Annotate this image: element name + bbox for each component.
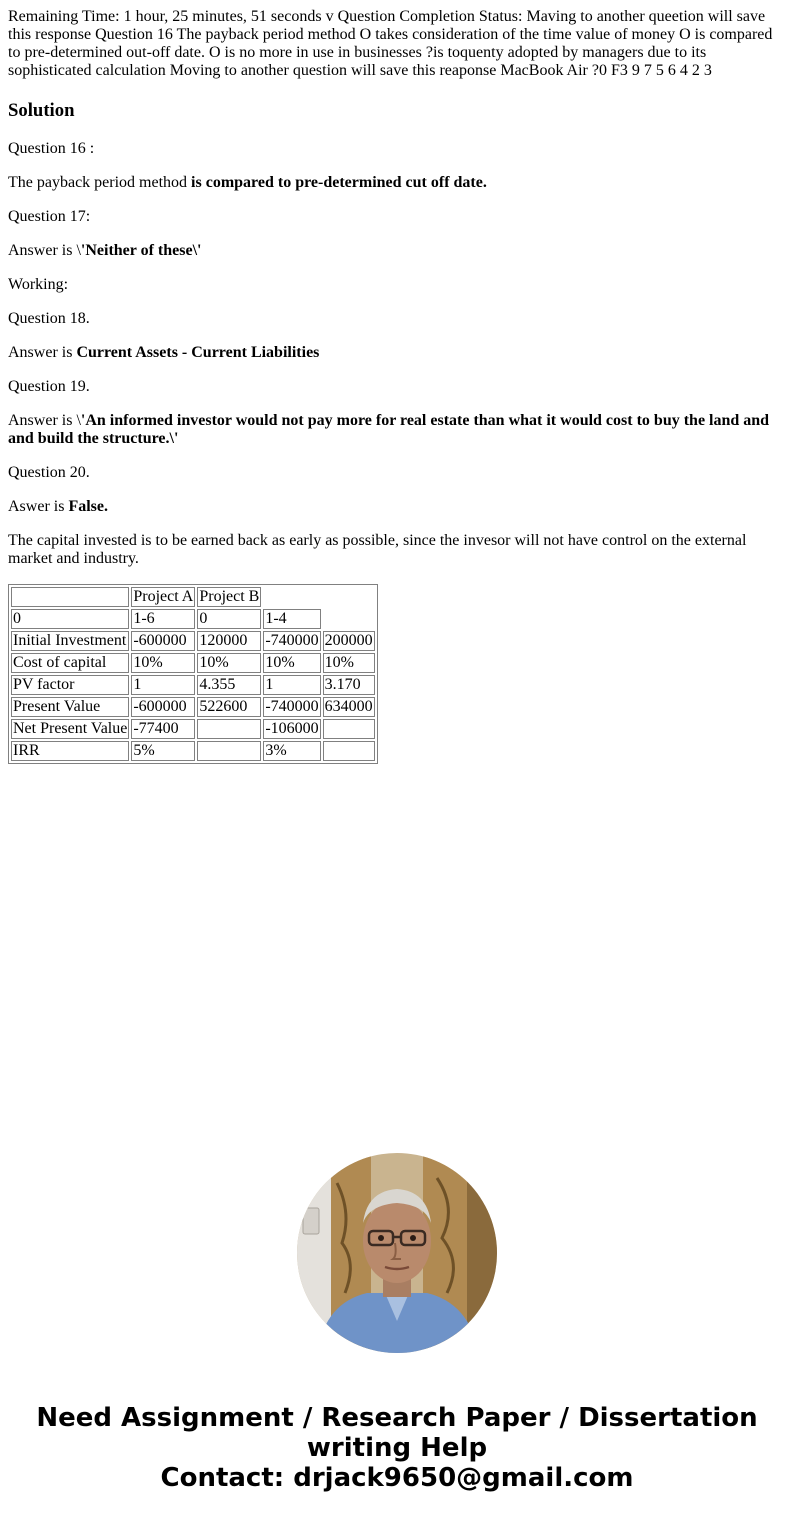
answer-highlight: False. bbox=[68, 498, 108, 515]
question-19-answer bbox=[8, 412, 783, 448]
question-20-label: Question 20. bbox=[8, 464, 90, 481]
promo-banner bbox=[0, 1403, 794, 1493]
table-period-row bbox=[11, 609, 375, 629]
question-18-label: Question 18. bbox=[8, 310, 90, 327]
table-cell: 10% bbox=[323, 653, 375, 673]
table-cell: -77400 bbox=[131, 719, 195, 739]
working-label: Working: bbox=[8, 276, 69, 293]
table-cell: 5% bbox=[131, 741, 195, 761]
answer-prefix: Aswer is bbox=[8, 498, 69, 515]
table-cell: 10% bbox=[131, 653, 195, 673]
table-cell: -600000 bbox=[131, 697, 195, 717]
tutor-avatar bbox=[297, 1153, 497, 1353]
answer-highlight: 'An informed investor would not pay more for real estate than what it would cost to buy the land and and build the structure.\' bbox=[8, 412, 770, 447]
table-cell: 3.170 bbox=[323, 675, 375, 695]
question-20-answer bbox=[8, 498, 783, 516]
table-cell: Project A bbox=[133, 588, 194, 605]
table-cell: Initial Investment bbox=[11, 631, 129, 651]
table-cell: 10% bbox=[263, 653, 320, 673]
table-row bbox=[11, 675, 375, 695]
table-row bbox=[11, 719, 375, 739]
question-18-answer bbox=[8, 344, 783, 362]
table-cell: Present Value bbox=[11, 697, 129, 717]
promo-line-2: writing Help bbox=[306, 1433, 488, 1463]
question-16-label: Question 16 : bbox=[8, 140, 95, 157]
table-header-row bbox=[11, 587, 375, 607]
tutor-portrait-image bbox=[297, 1153, 497, 1353]
table-cell: 1-4 bbox=[263, 609, 320, 629]
table-cell: 0 bbox=[11, 609, 129, 629]
table-cell: 634000 bbox=[324, 698, 373, 715]
table-cell: Cost of capital bbox=[11, 653, 129, 673]
table-cell: PV factor bbox=[11, 675, 129, 695]
solution-heading: Solution bbox=[8, 100, 75, 121]
table-cell bbox=[197, 719, 261, 739]
answer-prefix: Answer is \ bbox=[8, 242, 81, 259]
answer-highlight: Current Assets - Current Liabilities bbox=[76, 344, 320, 361]
promo-line-1: Need Assignment / Research Paper / Dissertation bbox=[36, 1403, 758, 1433]
table-cell: -740000 bbox=[265, 632, 319, 649]
table-cell: -106000 bbox=[265, 720, 319, 737]
table-cell: 1 bbox=[263, 675, 320, 695]
table-cell: Project B bbox=[199, 588, 260, 605]
table-cell bbox=[197, 741, 261, 761]
answer-prefix: Answer is bbox=[8, 344, 77, 361]
table-cell: -740000 bbox=[265, 698, 319, 715]
table-cell: IRR bbox=[11, 741, 129, 761]
table-cell: 0 bbox=[197, 609, 261, 629]
answer-prefix: The payback period method bbox=[8, 174, 192, 191]
table-row bbox=[11, 741, 375, 761]
table-cell: Net Present Value bbox=[13, 720, 128, 737]
table-cell bbox=[11, 587, 129, 607]
explanation-text: The capital invested is to be earned back as early as possible, since the invesor will not have control on the external market and industry. bbox=[8, 532, 747, 567]
table-cell bbox=[323, 719, 375, 739]
question-17-label: Question 17: bbox=[8, 208, 91, 225]
table-cell: 4.355 bbox=[197, 675, 261, 695]
question-screenshot-text: Remaining Time: 1 hour, 25 minutes, 51 seconds v Question Completion Status: Maving to another queetion will save this response Question 16 The payback period method O takes consideration of the time value of money O is compared to pre-determined out-off date. O is no more in use in businesses ?is toquenty adopted by managers due to its sophisticated calculation Moving to another question will save this reaponse MacBook Air ?0 F3 9 7 5 6 4 2 3 bbox=[8, 8, 773, 79]
question-19-label: Question 19. bbox=[8, 378, 90, 395]
table-row bbox=[11, 653, 375, 673]
answer-highlight: is compared to pre-determined cut off date. bbox=[191, 174, 487, 191]
table-cell: 200000 bbox=[324, 632, 373, 649]
table-cell: 120000 bbox=[197, 631, 261, 651]
npv-irr-table bbox=[8, 584, 378, 764]
answer-highlight: 'Neither of these\' bbox=[80, 242, 202, 259]
question-17-answer bbox=[8, 242, 783, 260]
answer-prefix: Answer is \ bbox=[8, 412, 81, 429]
table-cell: 1-6 bbox=[131, 609, 195, 629]
table-cell: 3% bbox=[263, 741, 320, 761]
question-16-answer bbox=[8, 174, 783, 192]
answer-document bbox=[8, 8, 783, 764]
table-row bbox=[11, 697, 375, 717]
table-cell: 522600 bbox=[197, 697, 261, 717]
table-cell: 10% bbox=[197, 653, 261, 673]
promo-contact: Contact: drjack9650@gmail.com bbox=[160, 1463, 634, 1493]
table-cell: -600000 bbox=[131, 631, 195, 651]
table-cell bbox=[323, 741, 375, 761]
table-cell: 1 bbox=[131, 675, 195, 695]
table-row bbox=[11, 631, 375, 651]
